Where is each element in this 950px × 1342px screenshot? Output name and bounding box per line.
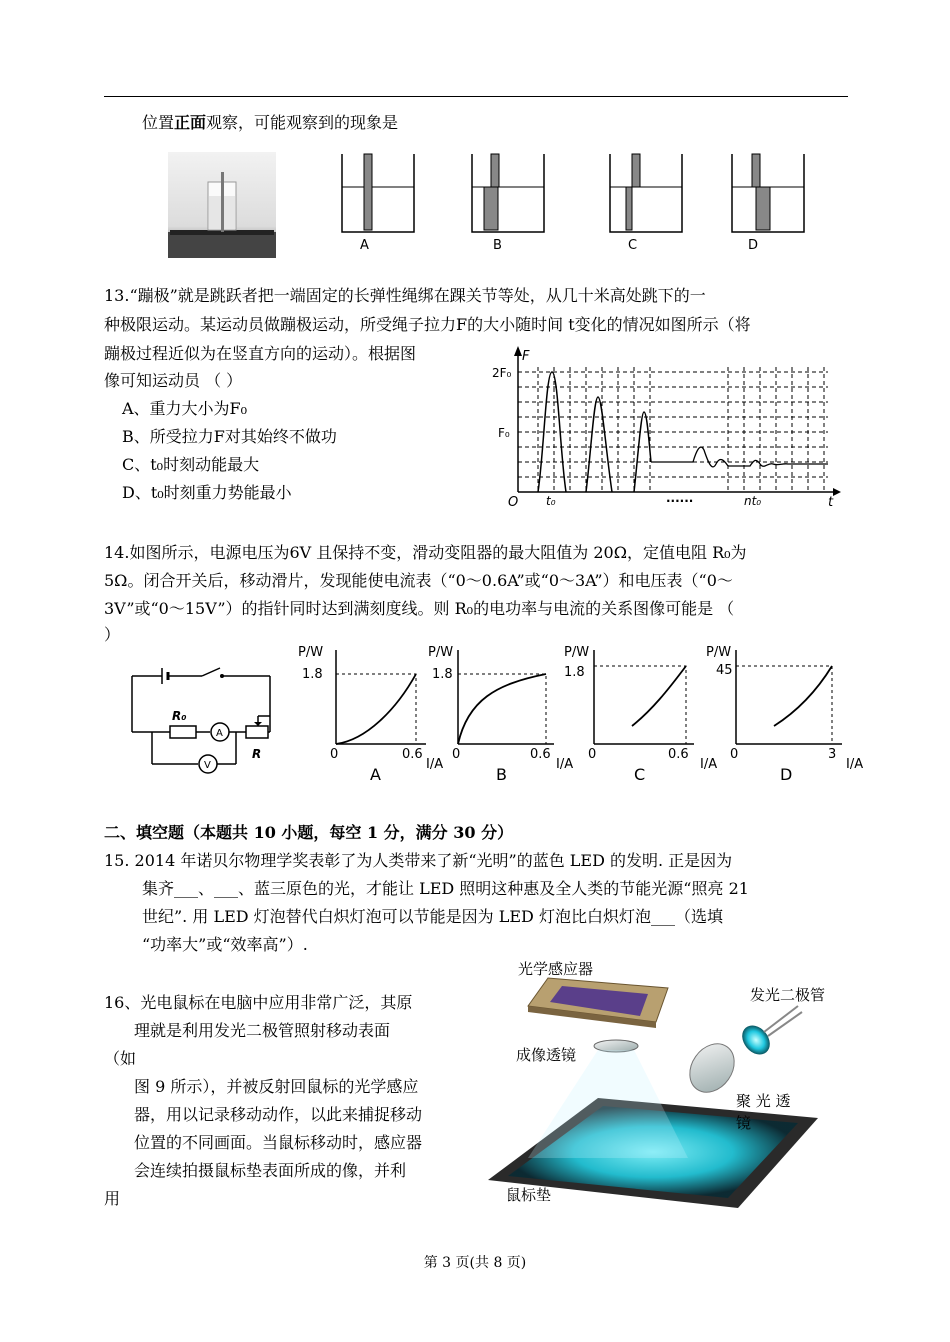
circuit-r-label: R: [252, 747, 262, 761]
option-c-figure: [610, 154, 682, 232]
graph-a-y-axis: P/W: [298, 645, 324, 660]
graph-a-origin: 0: [330, 747, 339, 762]
q13-option-a: A、重力大小为F₀: [122, 399, 248, 418]
graph-a-x-axis: I/A: [426, 757, 444, 772]
graph-c-x-value: 0.6: [668, 747, 689, 762]
graph-2f0-label: 2F₀: [492, 366, 512, 380]
q13-force-graph: [488, 342, 848, 512]
graph-d-x-axis: I/A: [846, 757, 864, 772]
q13-line1: 13.“蹦极”就是跳跃者把一端固定的长弹性绳绑在踝关节等处，从几十米高处跳下的一: [104, 286, 706, 305]
mouse-optics-figure: [488, 958, 848, 1212]
label-focusing-lens-1: 聚 光 透: [736, 1092, 791, 1110]
q14-line4: ）: [104, 625, 121, 644]
q12-suffix: 观察，可能观察到的现象是: [206, 113, 399, 132]
q12-bold: 正面: [174, 113, 207, 132]
graph-b-y-value: 1.8: [432, 667, 453, 682]
q15-line4: “功率大”或“效率高”）.: [142, 935, 308, 954]
q16-line2: 理就是利用发光二极管照射移动表面: [134, 1021, 391, 1040]
graph-c-x-axis: I/A: [700, 757, 718, 772]
graph-b: [458, 650, 554, 744]
q12-text: [142, 110, 398, 136]
option-d-label: D: [748, 238, 759, 253]
label-focusing-lens-2: 镜: [736, 1114, 752, 1132]
graph-c-label: C: [634, 765, 646, 784]
graph-t-axis-label: t: [828, 495, 834, 510]
q16-line8: 用: [104, 1189, 121, 1208]
q15-line3: 世纪”. 用 LED 灯泡替代白炽灯泡可以节能是因为 LED 灯泡比白炽灯泡___（选填: [142, 907, 723, 926]
graph-nt0-label: nt₀: [744, 494, 762, 508]
q16-line6: 位置的不同画面。当鼠标移动时，感应器: [134, 1133, 423, 1152]
graph-origin-label: O: [508, 495, 519, 510]
graph-dots: ......: [666, 491, 694, 505]
graph-b-origin: 0: [452, 747, 461, 762]
q16-line7: 会连续拍摄鼠标垫表面所成的像，并利: [134, 1161, 407, 1180]
glass-photo: [168, 152, 276, 258]
graph-f0-label: F₀: [498, 426, 510, 440]
graph-c-origin: 0: [588, 747, 597, 762]
header-rule: [104, 96, 848, 97]
graph-c-y-value: 1.8: [564, 665, 585, 680]
option-c-label: C: [628, 238, 638, 253]
graph-a-y-value: 1.8: [302, 667, 323, 682]
page-footer: 第 3 页(共 8 页): [423, 1255, 527, 1271]
circuit-r0-label: R₀: [172, 709, 187, 723]
option-d-figure: [732, 154, 804, 232]
q13-line4: 像可知运动员 （ ）: [104, 371, 243, 390]
label-optical-sensor: 光学感应器: [518, 960, 594, 978]
graph-a-x-value: 0.6: [402, 747, 423, 762]
q14-line3: 3V”或“0～15V”）的指针同时达到满刻度线。则 R₀的电功率与电流的关系图像可能是 （: [104, 599, 735, 618]
label-imaging-lens: 成像透镜: [516, 1046, 577, 1064]
q12-prefix: 位置: [142, 113, 175, 132]
graph-d-label: D: [780, 765, 793, 784]
graph-b-label: B: [496, 765, 507, 784]
q15-line1: 15. 2014 年诺贝尔物理学奖表彰了为人类带来了新“光明”的蓝色 LED 的发明. 正是因为: [104, 851, 733, 870]
option-b-figure: [472, 154, 544, 232]
q14-line1: 14.如图所示，电源电压为6V 且保持不变，滑动变阻器的最大阻值为 20Ω，定值电阻 R₀为: [104, 543, 747, 562]
q13-option-c: C、t₀时刻动能最大: [122, 455, 260, 474]
option-b-label: B: [493, 238, 502, 253]
q13-option-d: D、t₀时刻重力势能最小: [122, 483, 292, 502]
label-led: 发光二极管: [750, 986, 826, 1004]
graph-c-y-axis: P/W: [564, 645, 590, 660]
circuit-ammeter-label: A: [216, 728, 223, 739]
q14-circuit: [122, 660, 282, 780]
q13-option-b: B、所受拉力F对其始终不做功: [122, 427, 337, 446]
q16-line1: 16、光电鼠标在电脑中应用非常广泛，其原: [104, 993, 413, 1012]
graph-d: [736, 650, 842, 744]
section-2-title: 二、填空题（本题共 10 小题，每空 1 分，满分 30 分）: [104, 823, 514, 842]
q13-line3: 蹦极过程近似为在竖直方向的运动）。根据图: [104, 344, 417, 363]
q16-line4: 图 9 所示），并被反射回鼠标的光学感应: [134, 1077, 419, 1096]
graph-d-x-value: 3: [828, 747, 837, 762]
graph-f-axis-label: F: [522, 349, 530, 364]
graph-a-label: A: [370, 765, 381, 784]
graph-d-origin: 0: [730, 747, 739, 762]
graph-t0-label: t₀: [546, 494, 556, 508]
graph-d-y-value: 45: [716, 663, 733, 678]
q16-line5: 器，用以记录移动动作，以此来捕捉移动: [134, 1105, 423, 1124]
option-a-figure: [342, 154, 414, 232]
q12-options: [336, 152, 856, 254]
graph-b-x-axis: I/A: [556, 757, 574, 772]
option-a-label: A: [360, 238, 369, 253]
circuit-voltmeter-label: V: [204, 760, 211, 771]
graph-c: [594, 650, 694, 744]
q16-line3: （如: [104, 1049, 137, 1068]
graph-b-y-axis: P/W: [428, 645, 454, 660]
label-mouse-pad: 鼠标垫: [506, 1186, 552, 1204]
q13-line2: 种极限运动。某运动员做蹦极运动，所受绳子拉力F的大小随时间 t变化的情况如图所示（将: [104, 315, 751, 334]
q14-line2: 5Ω。闭合开关后，移动滑片，发现能使电流表（“0～0.6A”或“0～3A”）和电压表（“0～: [104, 571, 733, 590]
q15-line2: 集齐___、___、蓝三原色的光，才能让 LED 照明这种惠及全人类的节能光源“照亮 21: [142, 879, 749, 898]
graph-b-x-value: 0.6: [530, 747, 551, 762]
q14-graphs: [296, 640, 876, 790]
graph-d-y-axis: P/W: [706, 645, 732, 660]
graph-a: [336, 650, 426, 744]
